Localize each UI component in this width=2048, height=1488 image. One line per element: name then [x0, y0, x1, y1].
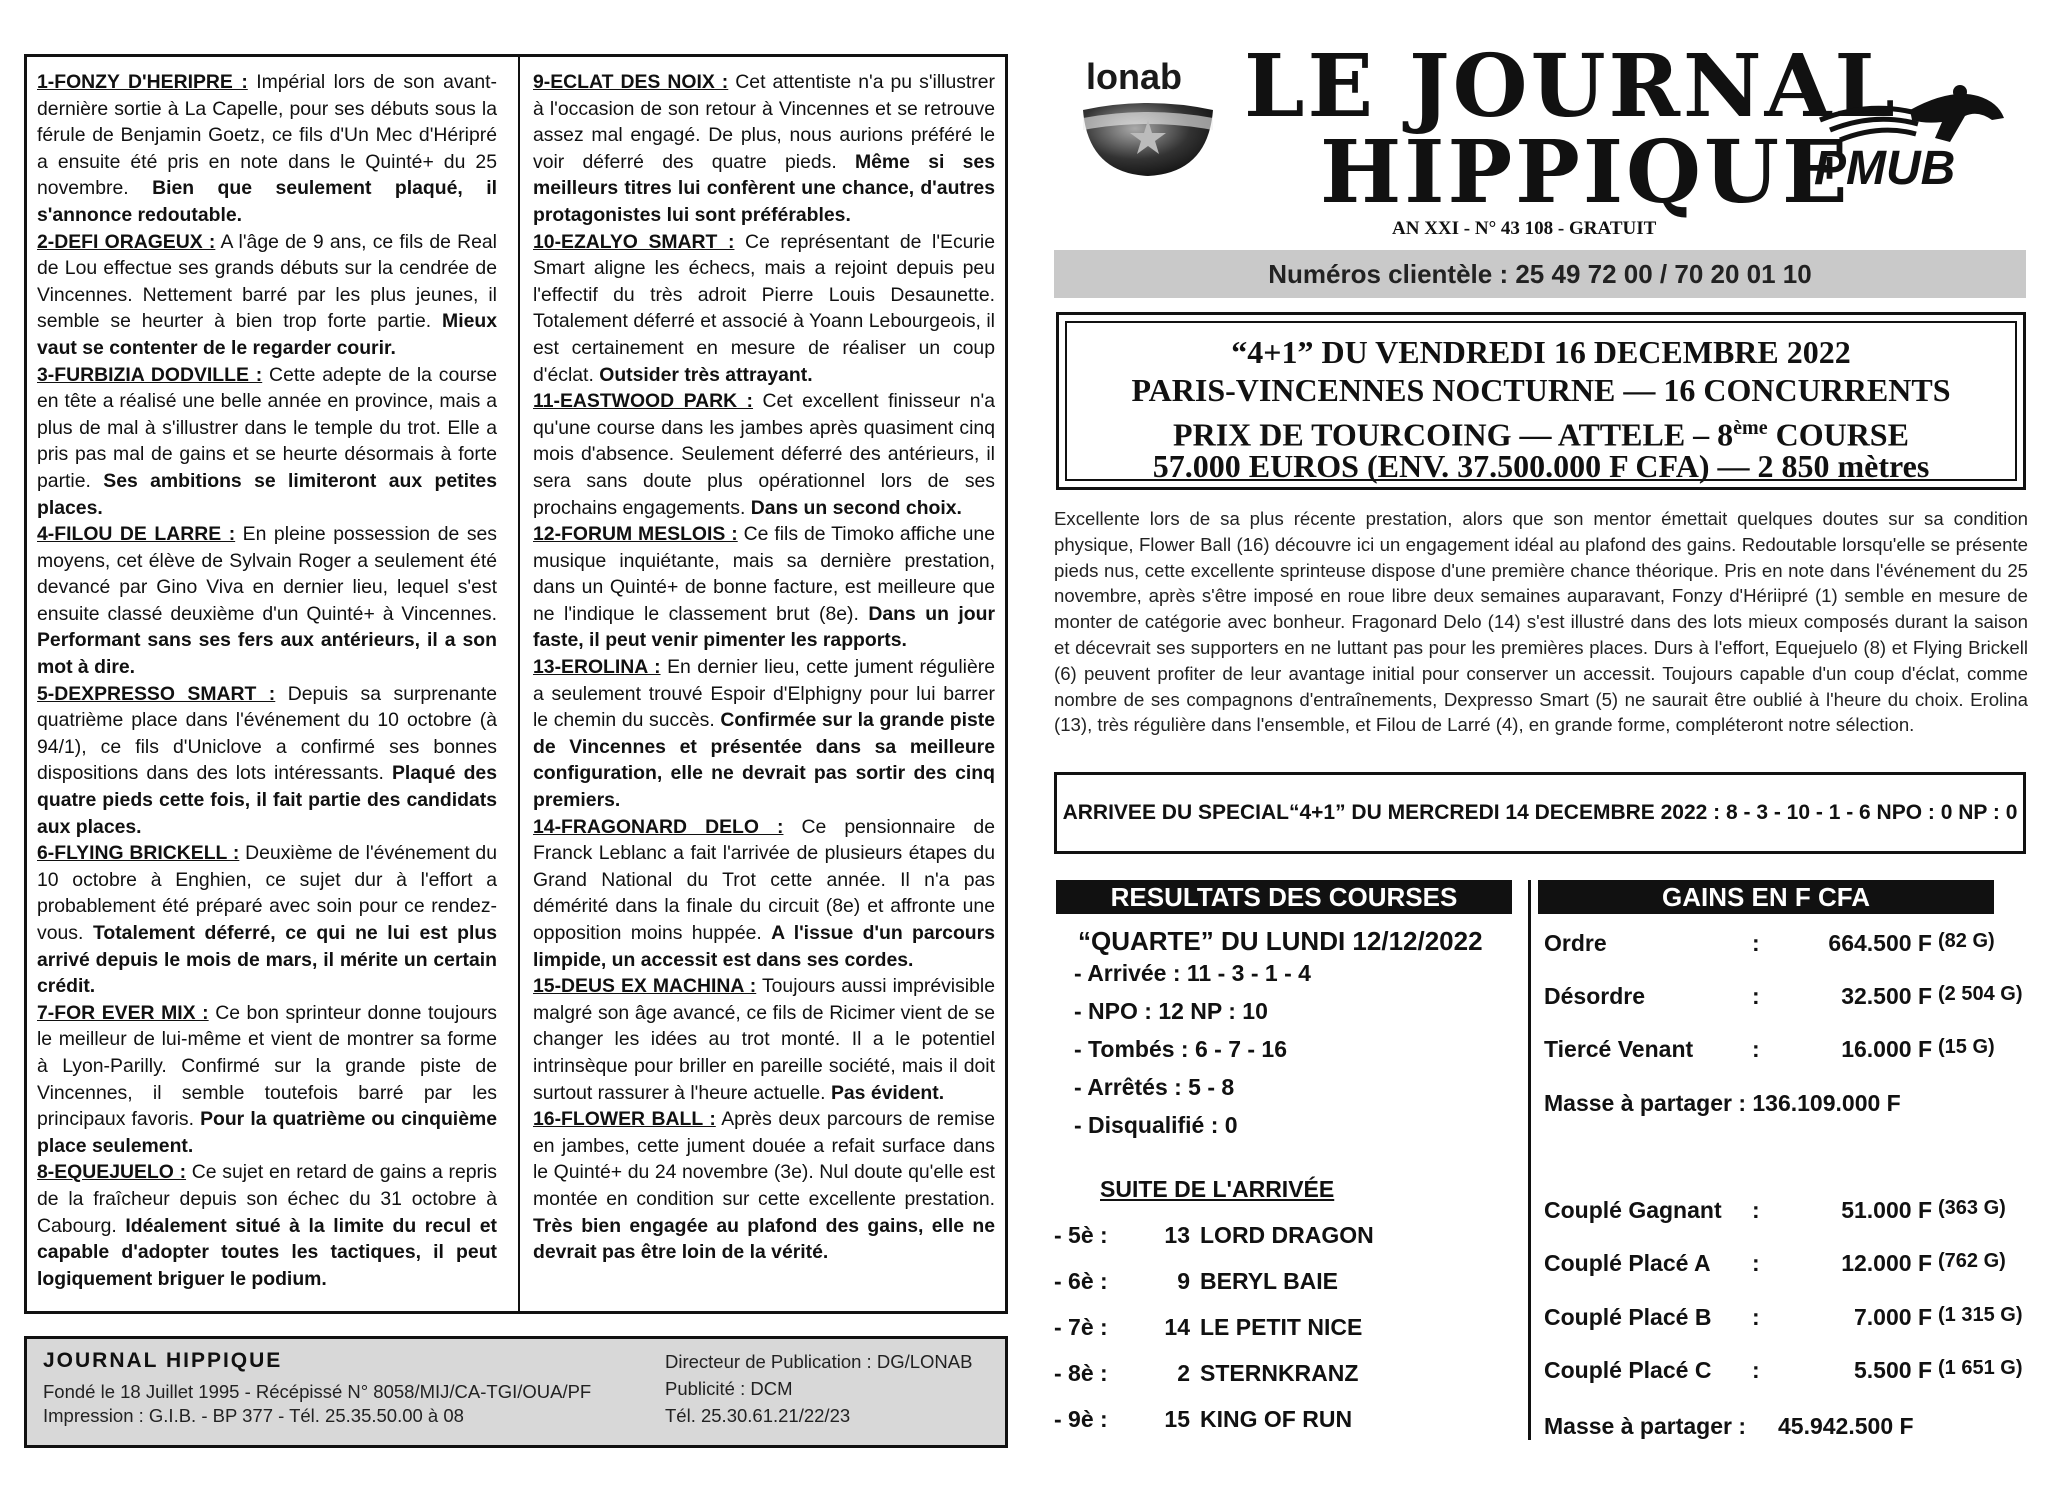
horse-comment: Deuxième de l'événement du 10 octobre à Enghien, ce sujet dur à l'effort a probablement été préparé avec soin pour ce rendez-vous. [37, 842, 497, 944]
horse-verdict: Pas évident. [830, 1081, 945, 1104]
edition-info: AN XXI - N° 43 108 - GRATUIT [1392, 218, 1657, 239]
horse-column-right [533, 69, 995, 1266]
horse-entry [533, 973, 995, 1106]
horse-verdict: Mieux vaut se contenter de le regarder courir. [37, 310, 497, 359]
lonab-wordmark: lonab [1086, 56, 1182, 97]
gain-label: Couplé Placé A [1544, 1250, 1711, 1276]
horse-comment: Ce bon sprinteur donne toujours le meilleur de lui-même et vient de montrer sa forme à Lyon-Parilly. Confirmé sur la grande piste de Vincennes, il semble toutefois barré par les principaux favoris. [37, 1001, 497, 1131]
footer-advertising: Publicité : DCM [665, 1378, 793, 1399]
quarte-result-line: - NPO : 12 NP : 10 [1074, 998, 1268, 1024]
gain-amount: 664.500 F [1828, 930, 1932, 956]
horse-name: 5-DEXPRESSO SMART : [37, 682, 276, 705]
suite-rank: - 6è : [1054, 1268, 1108, 1294]
results-divider [1528, 880, 1531, 1440]
suite-number: 2 [1177, 1360, 1190, 1386]
horse-name: 8-EQUEJUELO : [37, 1161, 187, 1184]
horse-comment: Cet attentiste n'a pu s'illustrer à l'occasion de son retour à Vincennes et se retrouve assez mal engagé. De plus, nous aurions préféré le voir déferré des quatre pieds. [533, 71, 996, 173]
horse-verdict: Bien que seulement plaqué, il s'annonce redoutable. [37, 177, 497, 226]
customer-numbers-bar [1054, 250, 2026, 298]
footer-founded: Fondé le 18 Juillet 1995 - Récépissé N° 8058/MIJ/CA-TGI/OUA/PF [43, 1381, 592, 1402]
gain-amount: 32.500 F [1841, 983, 1932, 1009]
suite-number: 15 [1164, 1406, 1190, 1432]
horse-verdict: Pour la quatrième ou cinquième place seulement. [37, 1108, 497, 1157]
horse-comment: Depuis sa surprenante quatrième place dans l'événement du 10 octobre (à 94/1), ce fils d'Uniclove a confirmé ses bonnes dispositions dans des lots intéressants. [37, 682, 497, 785]
horse-verdict: Dans un second choix. [750, 496, 962, 519]
quarte-result-line: - Disqualifié : 0 [1074, 1112, 1238, 1138]
gain-colon: : [1752, 1250, 1760, 1276]
gain-label: Tiercé Venant [1544, 1036, 1694, 1062]
footer-director: Directeur de Publication : DG/LONAB [665, 1351, 973, 1372]
gain-colon: : [1752, 1197, 1760, 1223]
suite-rank: - 9è : [1054, 1406, 1108, 1432]
customer-phone-numbers: Numéros clientèle : 25 49 72 00 / 70 20 01 10 [1268, 259, 1812, 289]
pmub-logo [1800, 80, 2012, 190]
gain-label: Couplé Placé C [1544, 1357, 1712, 1383]
suite-horse-name: KING OF RUN [1200, 1406, 1353, 1432]
horse-name: 14-FRAGONARD DELO : [533, 815, 784, 838]
horse-name: 16-FLOWER BALL : [533, 1108, 716, 1131]
horse-verdict: Idéalement situé à la limite du recul et capable d'adopter toutes les tactiques, il peut logiquement briguer le podium. [37, 1214, 497, 1290]
footer-title: JOURNAL HIPPIQUE [43, 1349, 283, 1372]
suite-horse-name: LORD DRAGON [1200, 1222, 1374, 1248]
horse-entry [533, 654, 995, 814]
suite-number: 9 [1177, 1268, 1190, 1294]
special-arrival-text: ARRIVEE DU SPECIAL“4+1” DU MERCREDI 14 DECEMBRE 2022 : 8 - 3 - 10 - 1 - 6 NPO : 0 NP : 0 [1062, 801, 2018, 824]
suite-rank: - 8è : [1054, 1360, 1108, 1386]
horse-comment: Cette adepte de la course en tête a réalisé une belle année en province, mais a plus de mal à s'illustrer dans le temple du trot. Elle a pris pas mal de gains et se heurte désormais à forte partie. [37, 363, 497, 492]
horse-verdict: Confirmée sur la grande piste de Vincennes et présentée dans sa meilleure configuration, elle ne devrait pas sortir des cinq premiers. [533, 709, 995, 812]
gain-label: Désordre [1544, 983, 1645, 1009]
horse-comment: Après deux parcours de remise en jambes, cette jument douée a refait surface dans le Quinté+ du 24 novembre (3e). Nul doute qu'elle est montée en condition sur cette excellente prestation. [533, 1108, 995, 1210]
horse-entry [533, 814, 995, 974]
horse-descriptions-box [24, 54, 1008, 1314]
race-analysis: Excellente lors de sa plus récente prestation, alors que son mentor émettait quelques doutes sur sa condition physique, Flower Ball (16) découvre ici un engagement idéal au plafond des gains. Redoutable lorsqu'elle se présente pieds nus, cette excellente sprinteuse dispose d'une première chance théorique. Pris en note dans l'événement du 25 novembre, après s'être imposé en roue libre deux semaines auparavant, Fonzy d'Hériipré (1) semble en mesure de monter de catégorie avec bonheur. Fragonard Delo (14) s'est illustré dans des lots mieux composés durant la saison et décevrait ses supporters en ne luttant pas pour les premières places. Durs à l'effort, Equejuelo (8) et Flying Brickell (6) peuvent profiter de leur avantage initial pour conserver un accessit. Toujours capable d'un coup d'éclat, comme nombre de ses compagnons d'entraînements, Dexpresso Smart (5) ne saurait être oublié à l'heure du choix. Erolina (13), très régulière dans l'ensemble, et Filou de Larré (4), en grande forme, compléteront notre sélection. [1054, 508, 2028, 736]
gain-colon: : [1752, 1304, 1760, 1330]
horse-comment: Ce représentant de l'Ecurie Smart aligne les échecs, mais a rejoint depuis peu l'effectif du très adroit Pierre Louis Desaunette. Totalement déferré et associé à Yoann Lebourgeois, il est certainement en mesure de réaliser un coup d'éclat. [533, 230, 995, 386]
horse-name: 15-DEUS EX MACHINA : [533, 975, 757, 998]
publication-footer [24, 1336, 1008, 1448]
gain-colon: : [1752, 1357, 1760, 1383]
gain-colon: : [1752, 1036, 1760, 1062]
horse-comment: Ce sujet en retard de gains a repris de la fraîcheur depuis son échec du 31 octobre à Cabourg. [37, 1161, 498, 1237]
horse-entry [533, 229, 995, 389]
footer-phone: Tél. 25.30.61.21/22/23 [665, 1405, 851, 1426]
gain-winners: (762 G) [1938, 1250, 2006, 1272]
horse-name: 7-FOR EVER MIX : [37, 1001, 209, 1024]
horse-entry [37, 1000, 497, 1160]
horse-name: 9-ECLAT DES NOIX : [533, 71, 729, 93]
horse-entry [37, 69, 497, 229]
gain-colon: : [1752, 983, 1760, 1009]
journal-title-line2: HIPPIQUE [1320, 122, 1851, 223]
suite-rank: - 7è : [1054, 1314, 1108, 1340]
horse-comment: En dernier lieu, cette jument régulière a seulement trouvé Espoir d'Elphigny pour lui barrer le chemin du succès. [533, 656, 995, 732]
quarte-result-line: - Arrêtés : 5 - 8 [1074, 1074, 1235, 1100]
race-info-inner [1065, 321, 2017, 484]
masse-a-partager-2-label: Masse à partager : [1544, 1413, 1746, 1439]
suite-rank: - 5è : [1054, 1222, 1108, 1248]
footer-printing: Impression : G.I.B. - BP 377 - Tél. 25.35.50.00 à 08 [43, 1405, 464, 1426]
horse-comment: Toujours aussi imprévisible malgré son âge avancé, ce fils de Ricimer vient de se changer les idées au trot monté. Il a le potentiel intrinsèque pour briller en pareille société, mais il doit surtout rassurer à l'heure actuelle. [533, 975, 995, 1104]
horse-comment: A l'âge de 9 ans, ce fils de Real de Lou effectue ses grands débuts sur la cendrée de Vincennes. Nettement barré par les plus jeunes, il semble se heurter à bien trop forte partie. [37, 230, 497, 333]
journal-title-line1: LE JOURNAL [1244, 36, 1898, 137]
gain-amount: 16.000 F [1841, 1036, 1932, 1062]
horse-entry [37, 681, 497, 841]
pmub-wordmark: PMUB [1814, 142, 1956, 190]
race-prize-name: PRIX DE TOURCOING — ATTELE – 8ème COURSE [1173, 416, 1909, 453]
quarte-result-line: - Arrivée : 11 - 3 - 1 - 4 [1074, 960, 1311, 986]
horse-verdict: Performant sans ses fers aux antérieurs, il a son mot à dire. [37, 629, 497, 679]
gain-amount: 7.000 F [1854, 1304, 1932, 1330]
masse-a-partager-1: Masse à partager : 136.109.000 F [1544, 1090, 1901, 1116]
horse-name: 11-EASTWOOD PARK : [533, 390, 754, 413]
horse-verdict: Plaqué des quatre pieds cette fois, il fait partie des candidats aux places. [37, 762, 497, 838]
suite-horse-name: LE PETIT NICE [1200, 1314, 1363, 1340]
horse-entry [37, 521, 497, 681]
horse-verdict: Outsider très attrayant. [599, 363, 813, 386]
horse-name: 3-FURBIZIA DODVILLE : [37, 363, 263, 386]
race-venue: PARIS-VINCENNES NOCTURNE — 16 CONCURRENTS [1131, 372, 1951, 408]
gain-winners: (2 504 G) [1938, 983, 2023, 1005]
horse-entry [533, 1106, 995, 1266]
horse-entry [37, 1159, 497, 1292]
masse-a-partager-2-value: 45.942.500 F [1778, 1413, 1914, 1439]
horse-verdict: Ses ambitions se limiteront aux petites places. [37, 469, 497, 519]
gains-header: GAINS EN F CFA [1538, 880, 1994, 914]
race-date: “4+1” DU VENDREDI 16 DECEMBRE 2022 [1231, 334, 1851, 370]
horse-entry [37, 229, 497, 362]
horse-name: 4-FILOU DE LARRE : [37, 523, 236, 546]
horse-entry [533, 69, 995, 229]
horse-name: 2-DEFI ORAGEUX : [37, 230, 216, 253]
horse-comment: Ce pensionnaire de Franck Leblanc a fait l'arrivée de plusieurs étapes du Grand National du Trot cette année. Il n'a pas démérité dans la finale du circuit (8e) et affronte une opposition moins huppée. [533, 815, 995, 944]
gain-amount: 51.000 F [1841, 1197, 1932, 1223]
gain-winners: (15 G) [1938, 1036, 1995, 1058]
suite-number: 13 [1164, 1222, 1190, 1248]
column-divider [518, 57, 520, 1311]
horse-comment: En pleine possession de ses moyens, cet élève de Sylvain Roger a seulement été devancé par Gino Viva en dernier lieu, lequel s'est ensuite classé deuxième d'un Quinté+ à Vincennes. [37, 523, 497, 625]
gain-label: Couplé Gagnant [1544, 1197, 1722, 1223]
gain-winners: (363 G) [1938, 1197, 2006, 1219]
special-arrival-box [1054, 772, 2026, 854]
horse-name: 13-EROLINA : [533, 656, 661, 679]
horse-name: 10-EZALYO SMART : [533, 230, 735, 253]
gain-label: Ordre [1544, 930, 1607, 956]
horse-column-left [37, 69, 497, 1292]
horse-verdict: Totalement déferré, ce qui ne lui est plus arrivé depuis le mois de mars, il mérite un certain crédit. [37, 922, 498, 998]
gain-winners: (1 651 G) [1938, 1357, 2023, 1379]
gain-colon: : [1752, 930, 1760, 956]
suite-horse-name: STERNKRANZ [1200, 1360, 1359, 1386]
horse-verdict: Même si ses meilleurs titres lui confèrent une chance, d'autres protagonistes lui sont préférables. [533, 150, 995, 226]
horse-entry [533, 388, 995, 521]
suite-arrivee-title: SUITE DE L'ARRIVÉE [1100, 1176, 1335, 1202]
horse-entry [37, 362, 497, 522]
gain-winners: (82 G) [1938, 930, 1995, 952]
suite-horse-name: BERYL BAIE [1200, 1268, 1339, 1294]
horse-verdict: A l'issue d'un parcours limpide, un accessit est dans ses cordes. [533, 922, 995, 971]
race-purse-distance: 57.000 EUROS (ENV. 37.500.000 F CFA) — 2 850 mètres [1152, 448, 1930, 484]
gain-label: Couplé Placé B [1544, 1304, 1712, 1330]
horse-verdict: Dans un jour faste, il peut venir pimenter les rapports. [533, 602, 995, 652]
quarte-title: “QUARTE” DU LUNDI 12/12/2022 [1078, 926, 1483, 956]
horse-comment: Cet excellent finisseur n'a qu'une course dans les jambes après quasiment cinq mois d'absence. Seulement déferré des antérieurs, il sera sans doute plus opérationnel lors de ses prochains engagements. [533, 390, 995, 519]
horse-comment: Ce fils de Timoko affiche une musique inquiétante, mais sa dernière prestation, dans un Quinté+ de bonne facture, est meilleure que ne l'indique le classement brut (8e). [533, 523, 995, 625]
suite-number: 14 [1164, 1314, 1190, 1340]
horse-name: 6-FLYING BRICKELL : [37, 842, 240, 865]
race-info-box [1056, 312, 2026, 490]
horse-name: 1-FONZY D'HERIPRE : [37, 71, 248, 93]
horse-name: 12-FORUM MESLOIS : [533, 523, 738, 546]
gain-amount: 12.000 F [1841, 1250, 1932, 1276]
horse-verdict: Très bien engagée au plafond des gains, elle ne devrait pas être loin de la vérité. [533, 1214, 995, 1264]
results-header: RESULTATS DES COURSES [1056, 880, 1512, 914]
horse-entry [533, 521, 995, 654]
quarte-result-line: - Tombés : 6 - 7 - 16 [1074, 1036, 1288, 1062]
horse-entry [37, 840, 497, 1000]
gain-winners: (1 315 G) [1938, 1304, 2023, 1326]
gain-amount: 5.500 F [1854, 1357, 1932, 1383]
horse-comment: Impérial lors de son avant-dernière sortie à La Capelle, pour ses débuts sous la férule de Benjamin Goetz, ce fils d'Un Mec d'Héripré a ensuite été pris en note dans le Quinté+ du 25 novembre. [37, 71, 497, 200]
